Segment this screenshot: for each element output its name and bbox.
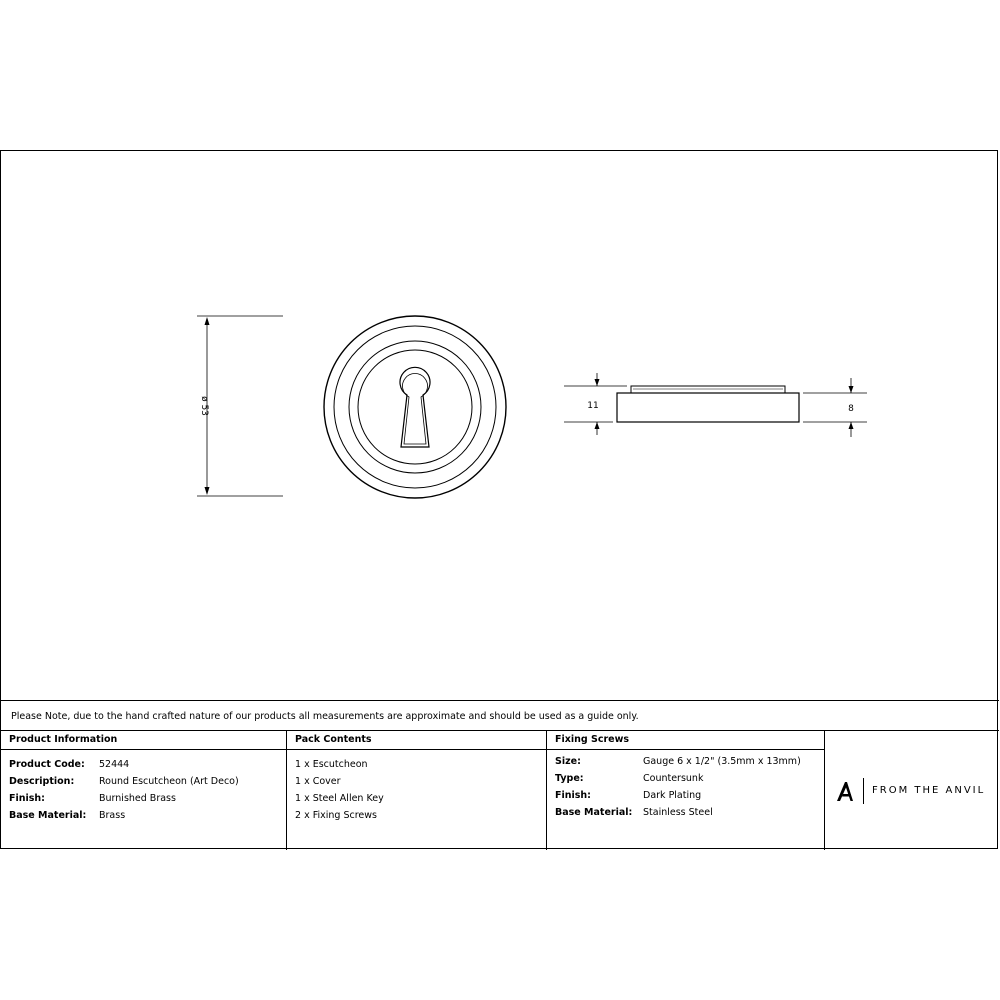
product-information-heading: Product Information [1, 731, 286, 750]
brand-name: FROM THE ANVIL [872, 785, 986, 796]
pack-contents-item: 1 x Cover [295, 776, 341, 787]
fixing-screws-value: Stainless Steel [643, 807, 713, 818]
product-info-row [9, 807, 286, 824]
plate-height-arrow-top [849, 386, 854, 393]
pack-contents-item: 1 x Steel Allen Key [295, 793, 384, 804]
plate-height-arrow-bottom [849, 422, 854, 429]
pack-contents-item: 2 x Fixing Screws [295, 810, 377, 821]
fixing-screws-heading: Fixing Screws [547, 731, 824, 750]
diameter-arrow-top [205, 317, 210, 325]
info-table [1, 730, 999, 849]
product-info-value: 52444 [99, 759, 130, 770]
fixing-screws-value: Dark Plating [643, 790, 702, 801]
escutcheon-front-view [324, 316, 506, 498]
pack-contents-heading: Pack Contents [287, 731, 546, 750]
product-info-row [9, 773, 286, 790]
fixing-screws-row [555, 804, 824, 821]
plate-height-dimension [803, 378, 867, 437]
drawing-canvas [1, 151, 999, 700]
diameter-label: ø 53 [199, 396, 209, 416]
overall-height-arrow-top [595, 379, 600, 386]
outer-rim [324, 316, 506, 498]
brand-block [825, 731, 999, 850]
pack-contents-item: 1 x Escutcheon [295, 759, 368, 770]
overall-height-label: 11 [587, 401, 599, 411]
brand-divider [863, 778, 864, 804]
fixing-screws-rows [547, 750, 824, 821]
product-info-value: Burnished Brass [99, 793, 176, 804]
anvil-a-logo-icon [835, 780, 855, 802]
fixing-screws-row [555, 787, 824, 804]
product-information-column [1, 731, 287, 850]
overall-height-arrow-bottom [595, 422, 600, 429]
measurement-note: Please Note, due to the hand crafted nature of our products all measurements are approximate and should be used as a guide only. [1, 700, 999, 730]
third-ring [349, 341, 481, 473]
fixing-screws-label: Base Material: [555, 807, 633, 818]
product-info-label: Description: [9, 776, 75, 787]
diameter-arrow-bottom [205, 487, 210, 495]
fixing-screws-value: Gauge 6 x 1/2" (3.5mm x 13mm) [643, 756, 801, 767]
fixing-screws-row [555, 753, 824, 770]
fixing-screws-column [547, 731, 825, 850]
drawing-sheet [0, 150, 998, 849]
pack-contents-list [287, 750, 546, 824]
plate-profile [617, 393, 799, 422]
technical-drawing [1, 151, 999, 700]
product-info-label: Base Material: [9, 810, 87, 821]
product-info-label: Finish: [9, 793, 45, 804]
fixing-screws-label: Type: [555, 773, 584, 784]
product-info-row [9, 756, 286, 773]
product-info-value: Brass [99, 810, 126, 821]
product-information-rows [1, 750, 286, 824]
fixing-screws-label: Size: [555, 756, 581, 767]
pack-contents-column [287, 731, 547, 850]
fixing-screws-value: Countersunk [643, 773, 704, 784]
fixing-screws-row [555, 770, 824, 787]
cover-profile [631, 386, 785, 393]
plate-height-label: 8 [848, 404, 854, 414]
product-info-value: Round Escutcheon (Art Deco) [99, 776, 239, 787]
product-info-label: Product Code: [9, 759, 85, 770]
escutcheon-side-view [617, 386, 799, 422]
fixing-screws-label: Finish: [555, 790, 591, 801]
keyhole-inner-outline [402, 374, 427, 444]
product-info-row [9, 790, 286, 807]
